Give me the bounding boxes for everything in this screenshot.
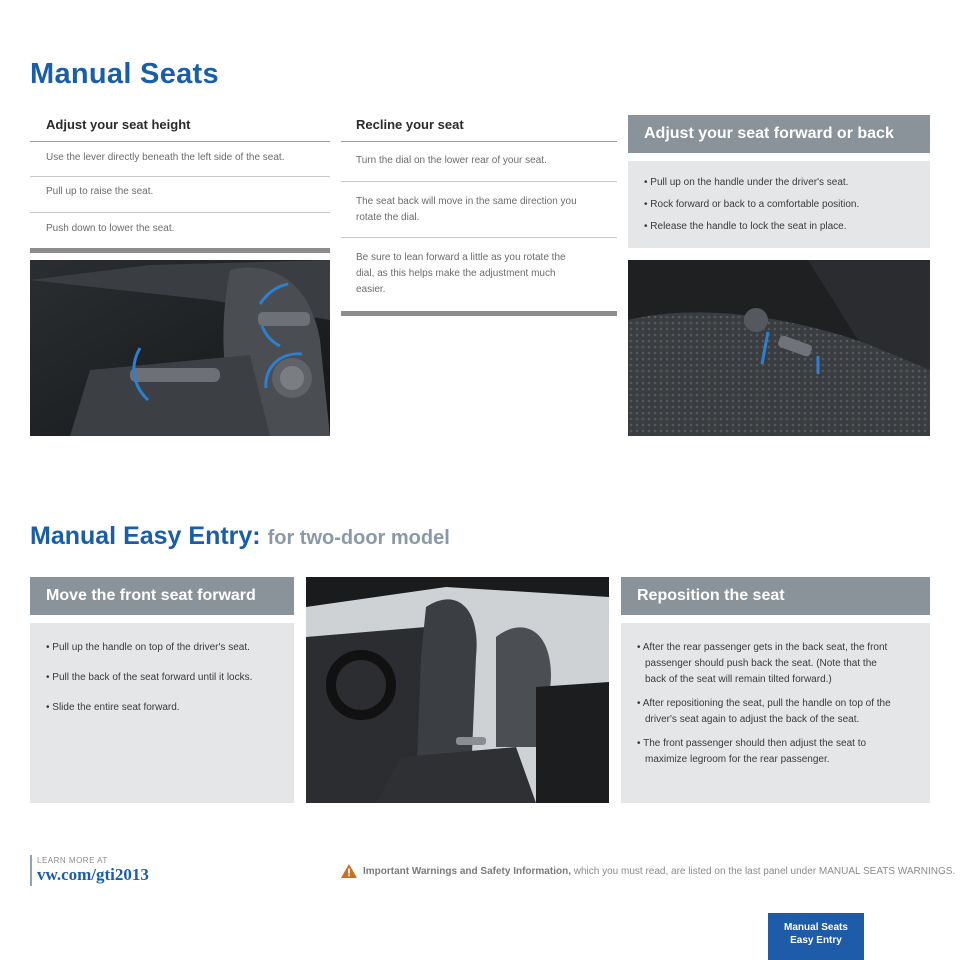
list-item: • Pull up the handle on top of the driver's seat. (44, 640, 280, 656)
list-item: • After repositioning the seat, pull the handle on top of the driver's seat again to adjust the back of the seat. (635, 696, 900, 728)
list-item: • After the rear passenger gets in the back seat, the front passenger should push back the seat. (Note that the back of the seat will remain tilted forward.) (635, 640, 900, 688)
section-tab-label-2: Easy Entry (790, 935, 842, 946)
safety-warning-text (363, 866, 955, 877)
forward-back-header: Adjust your seat forward or back (628, 115, 930, 153)
list-item: • Pull up on the handle under the driver's seat. (642, 175, 916, 191)
recline-line-3: Be sure to lean forward a little as you rotate the dial, as this helps make the adjustment much easier. (356, 252, 566, 295)
section-bottom-rule (341, 311, 617, 316)
reposition-panel (621, 623, 930, 803)
divider (341, 141, 617, 142)
list-item: • The front passenger should then adjust the seat to maximize legroom for the rear passenger. (635, 736, 900, 768)
divider (30, 212, 330, 213)
section-tab[interactable] (768, 913, 864, 960)
safety-warning-rest: which you must read, are listed on the last panel under MANUAL SEATS WARNINGS. (570, 866, 956, 877)
seat-height-photo (30, 260, 330, 436)
learn-more-label: LEARN MORE AT (37, 856, 108, 865)
list-item: • Slide the entire seat forward. (44, 700, 280, 716)
easy-entry-subtitle: for two-door model (267, 527, 450, 549)
height-line-3: Push down to lower the seat. (46, 223, 175, 234)
easy-entry-title (30, 522, 450, 551)
divider (341, 237, 617, 238)
recline-heading: Recline your seat (356, 117, 464, 132)
reposition-header: Reposition the seat (621, 577, 930, 615)
footer-url-link[interactable]: vw.com/gti2013 (37, 865, 149, 884)
section-tab-label-1: Manual Seats (784, 922, 848, 933)
move-forward-panel (30, 623, 294, 803)
list-item: • Rock forward or back to a comfortable position. (642, 197, 916, 213)
page-title: Manual Seats (30, 58, 219, 90)
divider (341, 181, 617, 182)
warning-icon (340, 863, 358, 884)
car-interior-photo (306, 577, 609, 803)
footer-accent-bar (30, 855, 32, 886)
divider (30, 176, 330, 177)
list-item: • Pull the back of the seat forward until it locks. (44, 670, 280, 686)
recline-line-2: The seat back will move in the same direction you rotate the dial. (356, 196, 577, 223)
easy-entry-title-main: Manual Easy Entry: (30, 522, 261, 550)
safety-warning-bold: Important Warnings and Safety Information, (363, 866, 571, 877)
forward-back-panel (628, 161, 930, 248)
height-line-1: Use the lever directly beneath the left side of the seat. (46, 152, 285, 163)
section-bottom-rule (30, 248, 330, 253)
divider (30, 141, 330, 142)
seat-handle-photo (628, 260, 930, 436)
move-forward-header: Move the front seat forward (30, 577, 294, 615)
height-heading: Adjust your seat height (46, 117, 191, 132)
height-line-2: Pull up to raise the seat. (46, 186, 154, 197)
list-item: • Release the handle to lock the seat in place. (642, 219, 916, 235)
recline-line-1: Turn the dial on the lower rear of your seat. (356, 155, 547, 166)
